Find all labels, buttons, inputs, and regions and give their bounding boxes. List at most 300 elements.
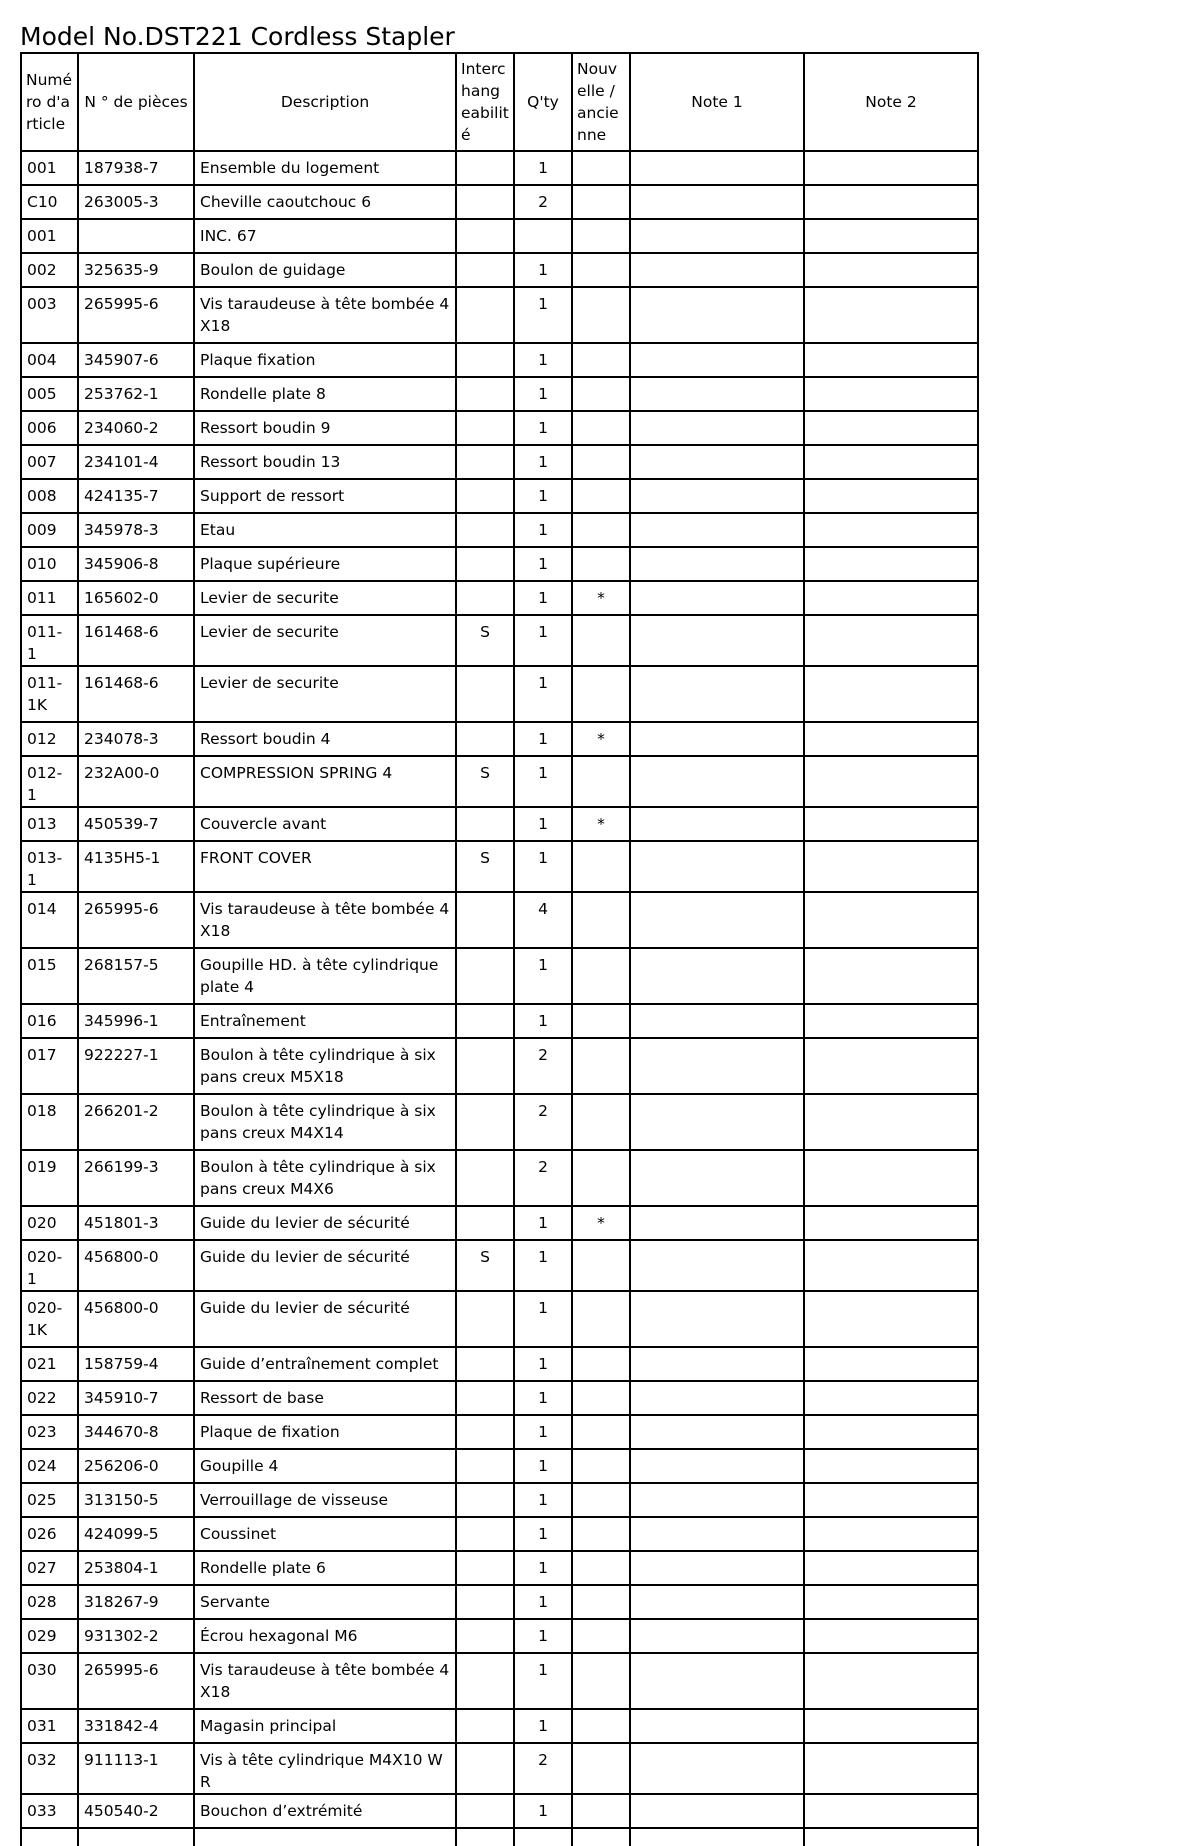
cell-part-no: 318267-9 bbox=[78, 1585, 194, 1619]
cell-description: Vis à tête cylindrique M4X10 WR bbox=[194, 1743, 456, 1794]
cell-note-2 bbox=[804, 615, 978, 666]
cell-interchangeability bbox=[456, 1551, 514, 1585]
cell-note-1 bbox=[630, 151, 804, 185]
cell-part-no: 345906-8 bbox=[78, 547, 194, 581]
cell-note-2 bbox=[804, 722, 978, 756]
cell-item-no: 031 bbox=[21, 1709, 78, 1743]
cell-note-2 bbox=[804, 1240, 978, 1291]
cell-description: Cheville caoutchouc 6 bbox=[194, 185, 456, 219]
cell-description: Boulon à tête cylindrique à six pans creux M4X14 bbox=[194, 1094, 456, 1150]
cell-description: Guide du levier de sécurité bbox=[194, 1240, 456, 1291]
cell-interchangeability bbox=[456, 185, 514, 219]
cell-item-no: 004 bbox=[21, 343, 78, 377]
cell-interchangeability bbox=[456, 411, 514, 445]
cell-interchangeability: S bbox=[456, 615, 514, 666]
cell-item-no: 013 bbox=[21, 807, 78, 841]
header-new-old: Nouvelle / ancienne bbox=[572, 53, 630, 151]
cell-description: Vis taraudeuse à tête bombée 4X18 bbox=[194, 892, 456, 948]
cell-item-no: 014 bbox=[21, 892, 78, 948]
cell-description: Ressort boudin 4 bbox=[194, 722, 456, 756]
cell-new-old: * bbox=[572, 1206, 630, 1240]
cell-part-no: 256206-0 bbox=[78, 1449, 194, 1483]
cell-note-1 bbox=[630, 1240, 804, 1291]
cell-new-old bbox=[572, 1743, 630, 1794]
cell-part-no: 451801-3 bbox=[78, 1206, 194, 1240]
cell-interchangeability bbox=[456, 547, 514, 581]
cell-item-no: 020 bbox=[21, 1206, 78, 1240]
cell-note-2 bbox=[804, 581, 978, 615]
cell-note-1 bbox=[630, 1347, 804, 1381]
cell-new-old bbox=[572, 1517, 630, 1551]
header-description: Description bbox=[194, 53, 456, 151]
cell-qty: 1 bbox=[514, 1240, 572, 1291]
cell-interchangeability bbox=[456, 287, 514, 343]
cell-item-no: 017 bbox=[21, 1038, 78, 1094]
cell-new-old bbox=[572, 615, 630, 666]
table-row bbox=[21, 1585, 978, 1619]
cell-item-no: 013-1 bbox=[21, 841, 78, 892]
cell-note-2 bbox=[804, 1483, 978, 1517]
cell-new-old bbox=[572, 1551, 630, 1585]
cell-note-1 bbox=[630, 1709, 804, 1743]
cell-item-no: 033 bbox=[21, 1794, 78, 1828]
cell-note-1 bbox=[630, 547, 804, 581]
cell-interchangeability bbox=[456, 1483, 514, 1517]
cell-note-1 bbox=[630, 1004, 804, 1038]
cell-qty: 1 bbox=[514, 1449, 572, 1483]
table-row bbox=[21, 807, 978, 841]
cell-note-1 bbox=[630, 1743, 804, 1794]
cell-new-old bbox=[572, 841, 630, 892]
cell-description: Levier de securite bbox=[194, 581, 456, 615]
cell-part-no: 450540-2 bbox=[78, 1794, 194, 1828]
cell-part-no: 456800-0 bbox=[78, 1240, 194, 1291]
cell-new-old bbox=[572, 756, 630, 807]
cell-part-no: 161468-6 bbox=[78, 615, 194, 666]
cell-interchangeability: S bbox=[456, 756, 514, 807]
cell-qty: 1 bbox=[514, 1381, 572, 1415]
cell-new-old bbox=[572, 1347, 630, 1381]
cell-item-no: 003 bbox=[21, 287, 78, 343]
table-body bbox=[21, 151, 978, 1846]
cell-new-old bbox=[572, 219, 630, 253]
cell-note-2 bbox=[804, 1619, 978, 1653]
cell-new-old bbox=[572, 287, 630, 343]
cell-description: FRONT COVER bbox=[194, 841, 456, 892]
cell-new-old bbox=[572, 1415, 630, 1449]
cell-description: Goupille 4 bbox=[194, 1449, 456, 1483]
cell-description: Servante bbox=[194, 1585, 456, 1619]
table-row bbox=[21, 615, 978, 666]
cell-note-2 bbox=[804, 1449, 978, 1483]
table-row bbox=[21, 1483, 978, 1517]
cell-note-1 bbox=[630, 287, 804, 343]
table-cell-partial bbox=[572, 1828, 630, 1846]
cell-new-old bbox=[572, 377, 630, 411]
cell-description: Plaque supérieure bbox=[194, 547, 456, 581]
table-row bbox=[21, 1240, 978, 1291]
header-note-2: Note 2 bbox=[804, 53, 978, 151]
cell-note-1 bbox=[630, 1794, 804, 1828]
cell-part-no: 931302-2 bbox=[78, 1619, 194, 1653]
cell-note-1 bbox=[630, 948, 804, 1004]
table-row bbox=[21, 666, 978, 722]
cell-qty: 1 bbox=[514, 1653, 572, 1709]
cell-item-no: 027 bbox=[21, 1551, 78, 1585]
cell-part-no: 187938-7 bbox=[78, 151, 194, 185]
cell-interchangeability bbox=[456, 666, 514, 722]
cell-part-no: 345996-1 bbox=[78, 1004, 194, 1038]
cell-interchangeability bbox=[456, 513, 514, 547]
cell-new-old bbox=[572, 479, 630, 513]
table-row bbox=[21, 1206, 978, 1240]
cell-item-no: 016 bbox=[21, 1004, 78, 1038]
cell-interchangeability bbox=[456, 1709, 514, 1743]
cell-new-old bbox=[572, 513, 630, 547]
cell-new-old bbox=[572, 1094, 630, 1150]
cell-qty: 1 bbox=[514, 513, 572, 547]
cell-part-no: 161468-6 bbox=[78, 666, 194, 722]
cell-part-no: 345907-6 bbox=[78, 343, 194, 377]
cell-description: Rondelle plate 6 bbox=[194, 1551, 456, 1585]
table-row bbox=[21, 1794, 978, 1828]
cell-note-1 bbox=[630, 1381, 804, 1415]
cell-part-no: 234060-2 bbox=[78, 411, 194, 445]
cell-interchangeability bbox=[456, 343, 514, 377]
cell-description: Verrouillage de visseuse bbox=[194, 1483, 456, 1517]
cell-qty: 1 bbox=[514, 1517, 572, 1551]
cell-note-2 bbox=[804, 1038, 978, 1094]
table-row bbox=[21, 722, 978, 756]
cell-item-no: 032 bbox=[21, 1743, 78, 1794]
cell-new-old bbox=[572, 1709, 630, 1743]
cell-note-1 bbox=[630, 219, 804, 253]
cell-interchangeability bbox=[456, 1449, 514, 1483]
cell-interchangeability bbox=[456, 1094, 514, 1150]
cell-note-2 bbox=[804, 1551, 978, 1585]
cell-item-no: 010 bbox=[21, 547, 78, 581]
cell-description: Support de ressort bbox=[194, 479, 456, 513]
cell-part-no: 158759-4 bbox=[78, 1347, 194, 1381]
cell-part-no: 456800-0 bbox=[78, 1291, 194, 1347]
cell-note-1 bbox=[630, 1150, 804, 1206]
cell-interchangeability bbox=[456, 253, 514, 287]
cell-qty: 1 bbox=[514, 1206, 572, 1240]
cell-item-no: 012 bbox=[21, 722, 78, 756]
cell-description: Plaque fixation bbox=[194, 343, 456, 377]
cell-qty: 2 bbox=[514, 185, 572, 219]
cell-interchangeability: S bbox=[456, 841, 514, 892]
cell-item-no: 005 bbox=[21, 377, 78, 411]
cell-description: Écrou hexagonal M6 bbox=[194, 1619, 456, 1653]
cell-description: Levier de securite bbox=[194, 615, 456, 666]
cell-item-no: 006 bbox=[21, 411, 78, 445]
cell-interchangeability bbox=[456, 445, 514, 479]
cell-note-2 bbox=[804, 1743, 978, 1794]
cell-qty: 2 bbox=[514, 1038, 572, 1094]
cell-note-2 bbox=[804, 287, 978, 343]
table-row bbox=[21, 948, 978, 1004]
cell-note-1 bbox=[630, 666, 804, 722]
cell-qty: 1 bbox=[514, 1794, 572, 1828]
cell-description: Entraînement bbox=[194, 1004, 456, 1038]
table-row bbox=[21, 892, 978, 948]
cell-qty: 1 bbox=[514, 253, 572, 287]
cell-qty: 1 bbox=[514, 479, 572, 513]
table-row bbox=[21, 1743, 978, 1794]
table-cell-partial bbox=[194, 1828, 456, 1846]
cell-note-2 bbox=[804, 1415, 978, 1449]
cell-new-old: * bbox=[572, 581, 630, 615]
table-row bbox=[21, 756, 978, 807]
cell-item-no: 022 bbox=[21, 1381, 78, 1415]
cell-description: Ensemble du logement bbox=[194, 151, 456, 185]
cell-note-1 bbox=[630, 615, 804, 666]
cell-item-no: 025 bbox=[21, 1483, 78, 1517]
cell-qty: 1 bbox=[514, 287, 572, 343]
cell-qty: 1 bbox=[514, 722, 572, 756]
cell-note-2 bbox=[804, 1004, 978, 1038]
cell-item-no: 026 bbox=[21, 1517, 78, 1551]
cell-new-old bbox=[572, 1585, 630, 1619]
table-row bbox=[21, 1517, 978, 1551]
table-row bbox=[21, 287, 978, 343]
cell-description: Bouchon d’extrémité bbox=[194, 1794, 456, 1828]
cell-description: Guide du levier de sécurité bbox=[194, 1206, 456, 1240]
cell-new-old bbox=[572, 253, 630, 287]
cell-description: Ressort de base bbox=[194, 1381, 456, 1415]
cell-qty: 1 bbox=[514, 948, 572, 1004]
cell-note-1 bbox=[630, 411, 804, 445]
table-row bbox=[21, 547, 978, 581]
cell-new-old bbox=[572, 547, 630, 581]
cell-note-2 bbox=[804, 1150, 978, 1206]
cell-part-no: 265995-6 bbox=[78, 892, 194, 948]
cell-note-1 bbox=[630, 1517, 804, 1551]
cell-new-old bbox=[572, 1291, 630, 1347]
cell-new-old bbox=[572, 1619, 630, 1653]
cell-note-1 bbox=[630, 841, 804, 892]
page-title: Model No.DST221 Cordless Stapler bbox=[20, 22, 455, 51]
cell-qty bbox=[514, 219, 572, 253]
cell-qty: 1 bbox=[514, 841, 572, 892]
cell-note-2 bbox=[804, 1709, 978, 1743]
cell-new-old bbox=[572, 892, 630, 948]
cell-note-1 bbox=[630, 892, 804, 948]
cell-new-old bbox=[572, 185, 630, 219]
cell-qty: 1 bbox=[514, 1619, 572, 1653]
table-row bbox=[21, 219, 978, 253]
cell-interchangeability bbox=[456, 1794, 514, 1828]
cell-interchangeability bbox=[456, 948, 514, 1004]
cell-qty: 1 bbox=[514, 756, 572, 807]
cell-part-no: 4135H5-1 bbox=[78, 841, 194, 892]
table-row bbox=[21, 1415, 978, 1449]
cell-qty: 1 bbox=[514, 1291, 572, 1347]
cell-interchangeability bbox=[456, 1150, 514, 1206]
header-qty: Q'ty bbox=[514, 53, 572, 151]
cell-new-old bbox=[572, 1449, 630, 1483]
cell-item-no: 001 bbox=[21, 219, 78, 253]
cell-new-old bbox=[572, 445, 630, 479]
cell-note-1 bbox=[630, 445, 804, 479]
table-row bbox=[21, 377, 978, 411]
cell-item-no: 023 bbox=[21, 1415, 78, 1449]
cell-qty: 1 bbox=[514, 807, 572, 841]
cell-description: Rondelle plate 8 bbox=[194, 377, 456, 411]
cell-part-no: 922227-1 bbox=[78, 1038, 194, 1094]
cell-note-2 bbox=[804, 479, 978, 513]
cell-note-2 bbox=[804, 219, 978, 253]
cell-item-no: 011-1 bbox=[21, 615, 78, 666]
table-row bbox=[21, 445, 978, 479]
cell-item-no: 020-1 bbox=[21, 1240, 78, 1291]
cell-note-2 bbox=[804, 1094, 978, 1150]
cell-part-no: 345910-7 bbox=[78, 1381, 194, 1415]
cell-note-1 bbox=[630, 1206, 804, 1240]
cell-interchangeability: S bbox=[456, 1240, 514, 1291]
parts-table bbox=[20, 52, 979, 1846]
cell-qty: 1 bbox=[514, 377, 572, 411]
cell-part-no: 424135-7 bbox=[78, 479, 194, 513]
cell-item-no: 011-1K bbox=[21, 666, 78, 722]
table-row bbox=[21, 1619, 978, 1653]
cell-note-2 bbox=[804, 841, 978, 892]
cell-qty: 1 bbox=[514, 1709, 572, 1743]
cell-new-old: * bbox=[572, 722, 630, 756]
cell-new-old bbox=[572, 411, 630, 445]
cell-part-no: 234078-3 bbox=[78, 722, 194, 756]
table-row bbox=[21, 581, 978, 615]
cell-qty: 1 bbox=[514, 411, 572, 445]
cell-description: Couvercle avant bbox=[194, 807, 456, 841]
cell-note-1 bbox=[630, 722, 804, 756]
cell-note-2 bbox=[804, 892, 978, 948]
cell-interchangeability bbox=[456, 1038, 514, 1094]
table-row bbox=[21, 1381, 978, 1415]
cell-note-1 bbox=[630, 1483, 804, 1517]
cell-qty: 2 bbox=[514, 1743, 572, 1794]
cell-note-1 bbox=[630, 253, 804, 287]
cell-note-2 bbox=[804, 1347, 978, 1381]
cell-item-no: 002 bbox=[21, 253, 78, 287]
cell-qty: 1 bbox=[514, 343, 572, 377]
cell-new-old bbox=[572, 1794, 630, 1828]
cell-note-1 bbox=[630, 1551, 804, 1585]
cell-qty: 1 bbox=[514, 1347, 572, 1381]
cell-note-2 bbox=[804, 377, 978, 411]
cell-item-no: 011 bbox=[21, 581, 78, 615]
cell-qty: 1 bbox=[514, 151, 572, 185]
header-item-no: Numéro d'article bbox=[21, 53, 78, 151]
cell-note-1 bbox=[630, 1653, 804, 1709]
cell-part-no: 450539-7 bbox=[78, 807, 194, 841]
cell-interchangeability bbox=[456, 151, 514, 185]
cell-note-1 bbox=[630, 185, 804, 219]
table-row bbox=[21, 1094, 978, 1150]
cell-description: Plaque de fixation bbox=[194, 1415, 456, 1449]
cell-note-2 bbox=[804, 253, 978, 287]
cell-part-no: 344670-8 bbox=[78, 1415, 194, 1449]
cell-note-2 bbox=[804, 807, 978, 841]
cell-new-old bbox=[572, 1483, 630, 1517]
cell-qty: 1 bbox=[514, 1585, 572, 1619]
header-row bbox=[21, 53, 978, 151]
cell-interchangeability bbox=[456, 1206, 514, 1240]
table-row bbox=[21, 253, 978, 287]
cell-description: Guide d’entraînement complet bbox=[194, 1347, 456, 1381]
cell-item-no: 015 bbox=[21, 948, 78, 1004]
cell-item-no: 007 bbox=[21, 445, 78, 479]
cell-note-1 bbox=[630, 756, 804, 807]
cell-note-1 bbox=[630, 1291, 804, 1347]
cell-description: INC. 67 bbox=[194, 219, 456, 253]
cell-new-old bbox=[572, 1150, 630, 1206]
cell-interchangeability bbox=[456, 892, 514, 948]
cell-item-no: 019 bbox=[21, 1150, 78, 1206]
cell-interchangeability bbox=[456, 1347, 514, 1381]
cell-qty: 1 bbox=[514, 547, 572, 581]
cell-part-no: 165602-0 bbox=[78, 581, 194, 615]
cell-item-no: 009 bbox=[21, 513, 78, 547]
table-row-partial bbox=[21, 1828, 978, 1846]
cell-new-old bbox=[572, 1240, 630, 1291]
cell-description: Boulon de guidage bbox=[194, 253, 456, 287]
table-cell-partial bbox=[78, 1828, 194, 1846]
cell-note-1 bbox=[630, 1038, 804, 1094]
cell-interchangeability bbox=[456, 1381, 514, 1415]
cell-note-2 bbox=[804, 411, 978, 445]
cell-part-no: 266201-2 bbox=[78, 1094, 194, 1150]
table-row bbox=[21, 151, 978, 185]
cell-interchangeability bbox=[456, 219, 514, 253]
header-part-no: N ° de pièces bbox=[78, 53, 194, 151]
cell-description: Boulon à tête cylindrique à six pans creux M4X6 bbox=[194, 1150, 456, 1206]
cell-note-2 bbox=[804, 151, 978, 185]
cell-description: Ressort boudin 9 bbox=[194, 411, 456, 445]
cell-note-1 bbox=[630, 377, 804, 411]
cell-part-no: 313150-5 bbox=[78, 1483, 194, 1517]
cell-note-1 bbox=[630, 1619, 804, 1653]
table-cell-partial bbox=[21, 1828, 78, 1846]
table-cell-partial bbox=[804, 1828, 978, 1846]
table-row bbox=[21, 1038, 978, 1094]
cell-item-no: 024 bbox=[21, 1449, 78, 1483]
table-row bbox=[21, 185, 978, 219]
cell-note-1 bbox=[630, 1094, 804, 1150]
cell-part-no: 911113-1 bbox=[78, 1743, 194, 1794]
cell-note-1 bbox=[630, 513, 804, 547]
cell-item-no: 030 bbox=[21, 1653, 78, 1709]
cell-note-2 bbox=[804, 666, 978, 722]
cell-description: Ressort boudin 13 bbox=[194, 445, 456, 479]
cell-new-old bbox=[572, 1381, 630, 1415]
cell-interchangeability bbox=[456, 1653, 514, 1709]
cell-note-2 bbox=[804, 547, 978, 581]
table-row bbox=[21, 513, 978, 547]
cell-interchangeability bbox=[456, 1004, 514, 1038]
cell-description: Boulon à tête cylindrique à six pans creux M5X18 bbox=[194, 1038, 456, 1094]
cell-part-no: 345978-3 bbox=[78, 513, 194, 547]
cell-description: COMPRESSION SPRING 4 bbox=[194, 756, 456, 807]
cell-note-1 bbox=[630, 1449, 804, 1483]
cell-part-no: 263005-3 bbox=[78, 185, 194, 219]
cell-part-no: 232A00-0 bbox=[78, 756, 194, 807]
cell-note-2 bbox=[804, 948, 978, 1004]
cell-description: Levier de securite bbox=[194, 666, 456, 722]
cell-note-1 bbox=[630, 479, 804, 513]
cell-note-2 bbox=[804, 1653, 978, 1709]
